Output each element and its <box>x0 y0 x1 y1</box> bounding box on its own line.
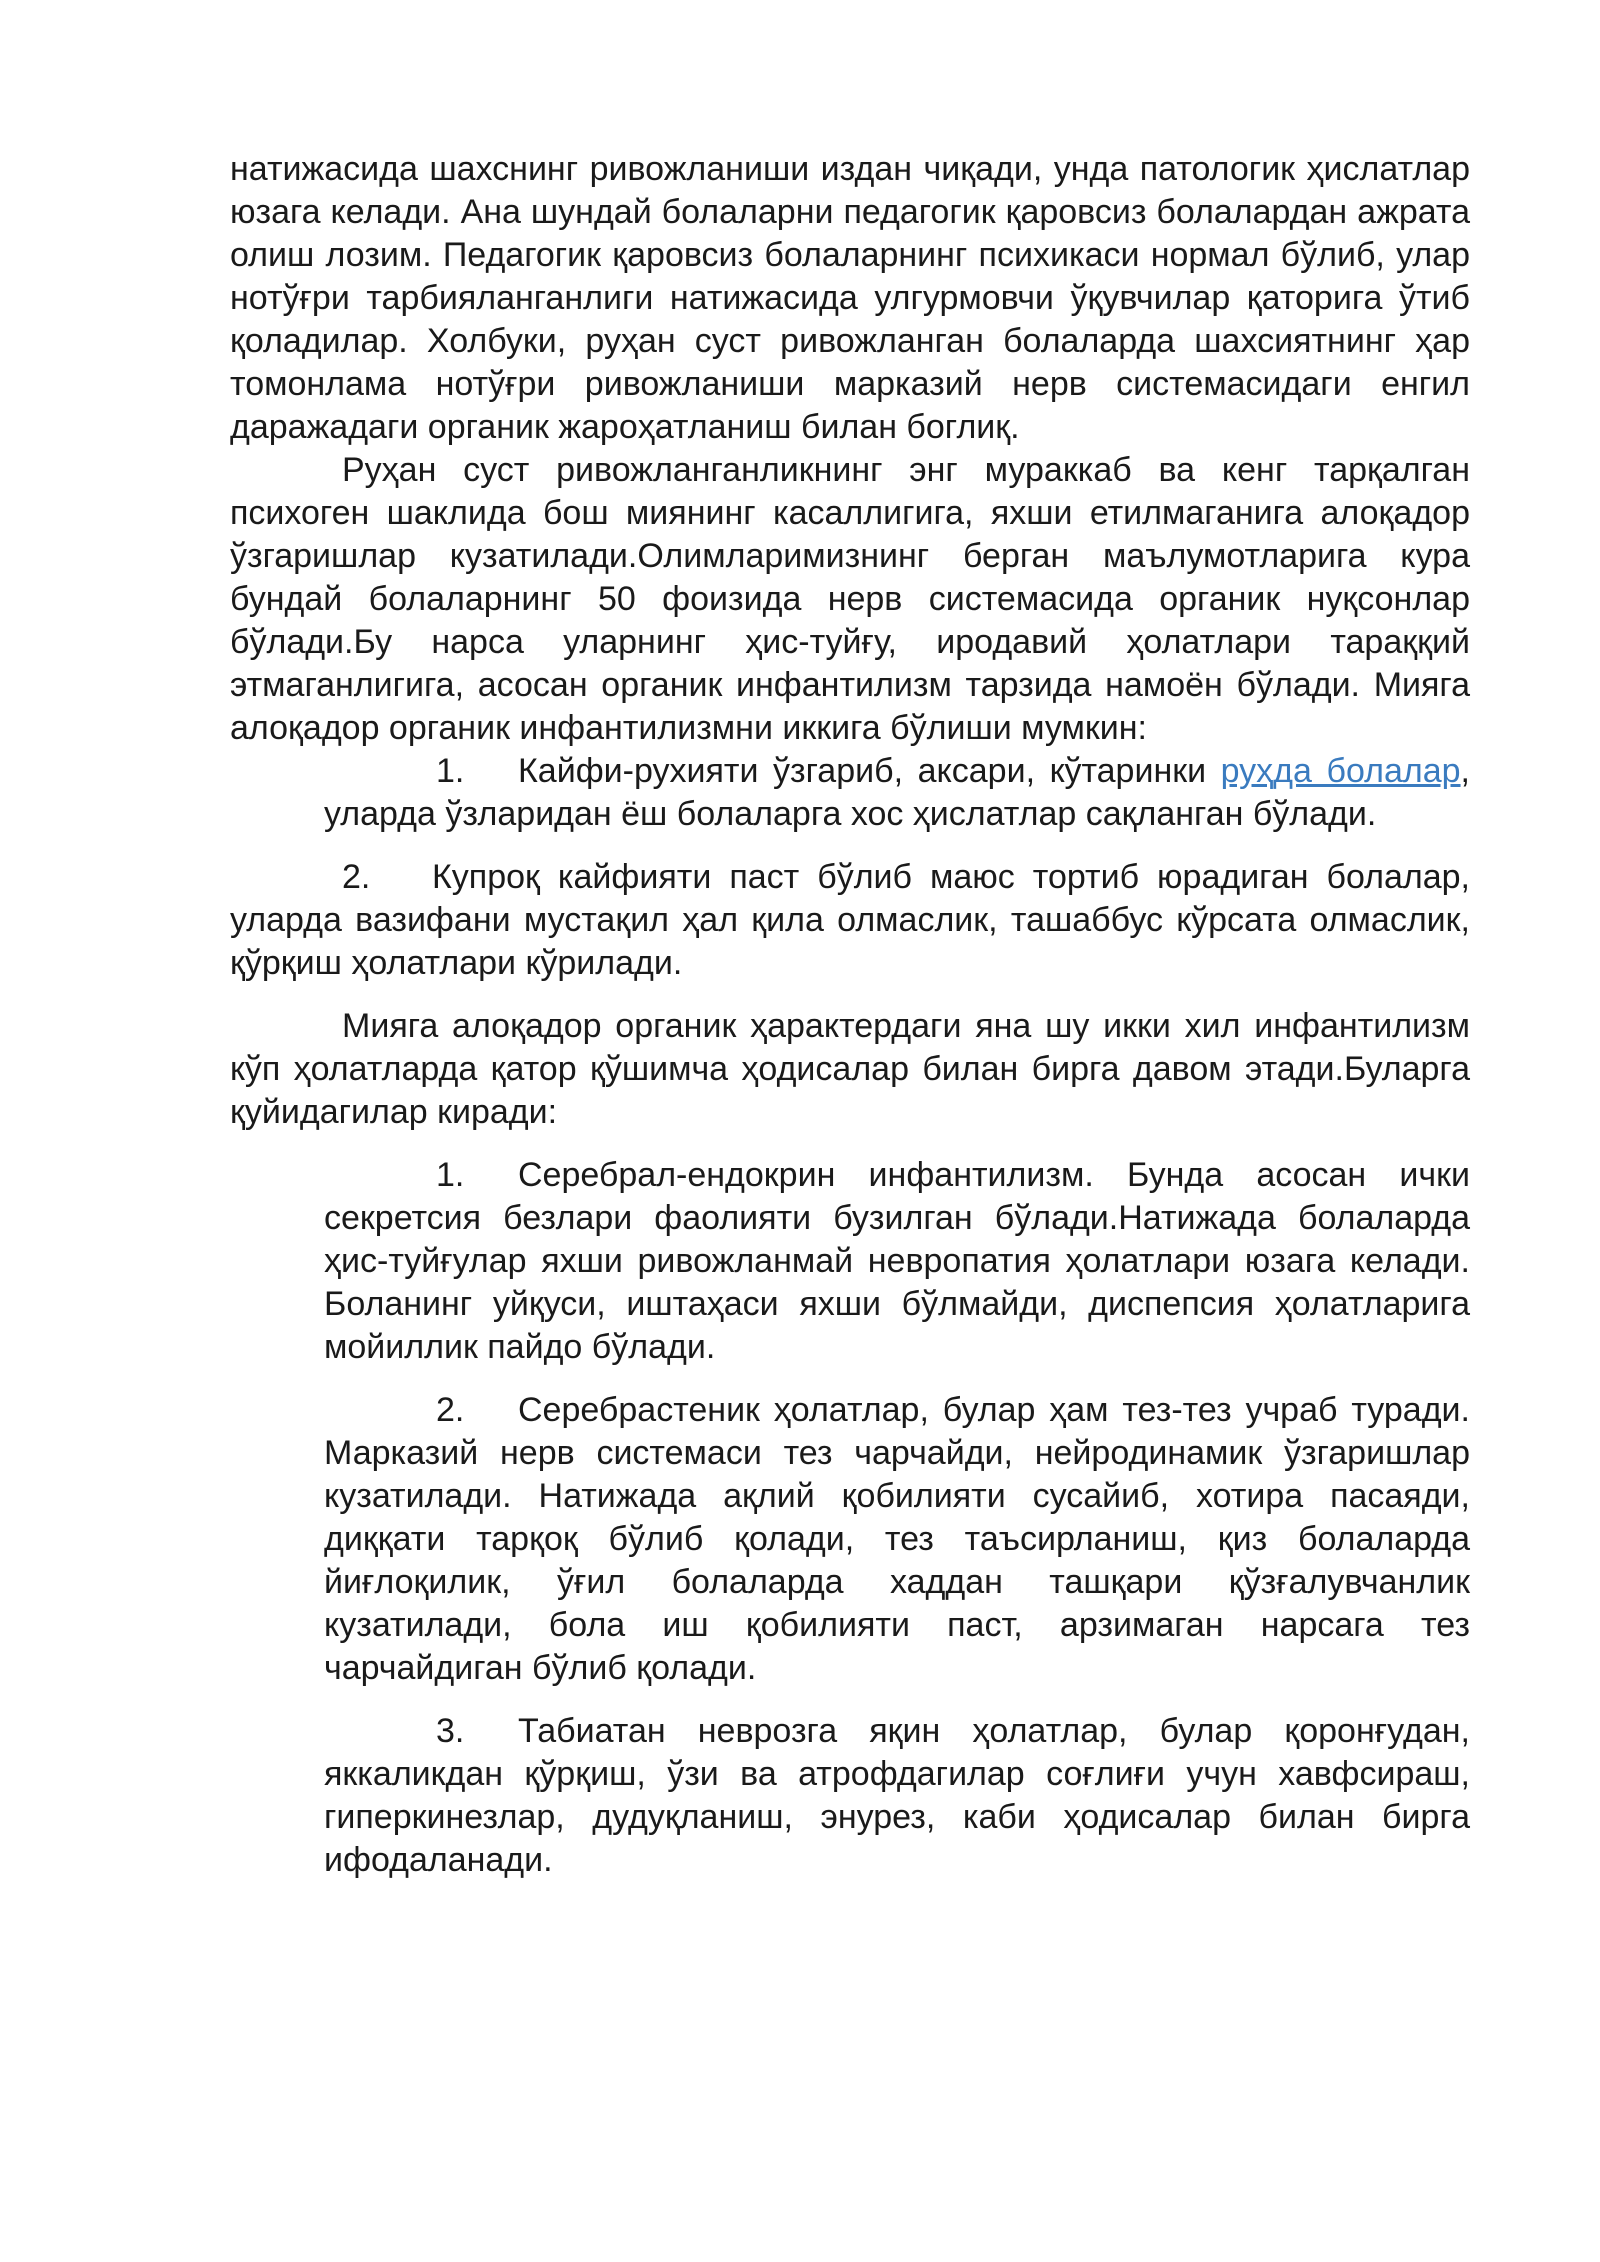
list-item-number: 1. <box>436 1156 465 1194</box>
list-item <box>324 1710 1470 1882</box>
paragraph-3: Мияга алоқадор органик ҳарактердаги яна шу икки хил инфантилизм кўп ҳолатларда қатор қўшимча ҳодисалар билан бирга давом этади.Буларга қуйидагилар киради: <box>230 1007 1470 1131</box>
list-item <box>230 856 1470 985</box>
document-body <box>230 148 1470 1882</box>
list-item-number: 3. <box>436 1712 465 1750</box>
list-item-number: 2. <box>342 858 371 896</box>
list-item-text: , уларда ўзларидан ёш болаларга хос ҳислатлар сақланган бўлади. <box>324 752 1470 833</box>
list-item-number: 1. <box>436 752 465 790</box>
hyperlink[interactable]: руҳда болалар <box>1220 752 1461 790</box>
list-item <box>324 750 1470 836</box>
paragraph-1: натижасида шахснинг ривожланиши издан чиқади, унда патологик ҳислатлар юзага келади. Ана шундай болаларни педагогик қаровсиз болалардан ажрата олиш лозим. Педагогик қаровсиз болаларнинг психикаси нормал бўлиб, улар нотўғри тарбияланганлиги натижасида улгурмовчи ўқувчилар қаторига ўтиб қоладилар. Холбуки, руҳан суст ривожланган болаларда шахсиятнинг ҳар томонлама нотўғри ривожланиши марказий нерв системасидаги енгил даражадаги органик жароҳатланиш билан боглиқ. <box>230 150 1470 446</box>
list-item-text: Табиатан неврозга яқин ҳолатлар, булар қоронғудан, яккаликдан қўрқиш, ўзи ва атрофдагилар соғлиғи учун хавфсираш, гиперкинезлар, дудуқланиш, энурез, каби ҳодисалар билан бирга ифодаланади. <box>324 1712 1470 1879</box>
list-item <box>324 1154 1470 1369</box>
list-item-text: Кайфи-рухияти ўзгариб, аксари, кўтаринки <box>518 752 1221 790</box>
list-item <box>324 1389 1470 1690</box>
paragraph-2: Руҳан суст ривожланганликнинг энг мураккаб ва кенг тарқалган психоген шаклида бош миянинг касаллигига, яхши етилмаганига алоқадор ўзгаришлар кузатилади.Олимларимизнинг берган маълумотларига кура бундай болаларнинг 50 фоизида нерв системасида органик нуқсонлар бўлади.Бу нарса уларнинг ҳис-туйғу, иродавий ҳолатлари тараққий этмаганлигига, асосан органик инфантилизм тарзида намоён бўлади. Мияга алоқадор органик инфантилизмни иккига бўлиши мумкин: <box>230 451 1470 747</box>
list-item-text: Серебрастеник ҳолатлар, булар ҳам тез-тез учраб туради. Марказий нерв системаси тез чарчайди, нейродинамик ўзгаришлар кузатилади. Натижада ақлий қобилияти сусайиб, хотира пасаяди, диққати тарқоқ бўлиб қолади, тез таъсирланиш, қиз болаларда йиғлоқилик, ўғил болаларда хаддан ташқари қўзғалувчанлик кузатилади, бола иш қобилияти паст, арзимаган нарсага тез чарчайдиган бўлиб қолади. <box>324 1391 1470 1687</box>
list-item-text: Купроқ кайфияти паст бўлиб маюс тортиб юрадиган болалар, уларда вазифани мустақил ҳал қила олмаслик, ташаббус кўрсата олмаслик, қўрқиш ҳолатлари кўрилади. <box>230 858 1470 982</box>
list-item-number: 2. <box>436 1391 465 1429</box>
list-item-text: Серебрал-ендокрин инфантилизм. Бунда асосан ички секретсия безлари фаолияти бузилган бўлади.Натижада болаларда ҳис-туйғулар яхши ривожланмай невропатия ҳолатлари юзага келади. Боланинг уйқуси, иштаҳаси яхши бўлмайди, диспепсия ҳолатларига мойиллик пайдо бўлади. <box>324 1156 1470 1366</box>
